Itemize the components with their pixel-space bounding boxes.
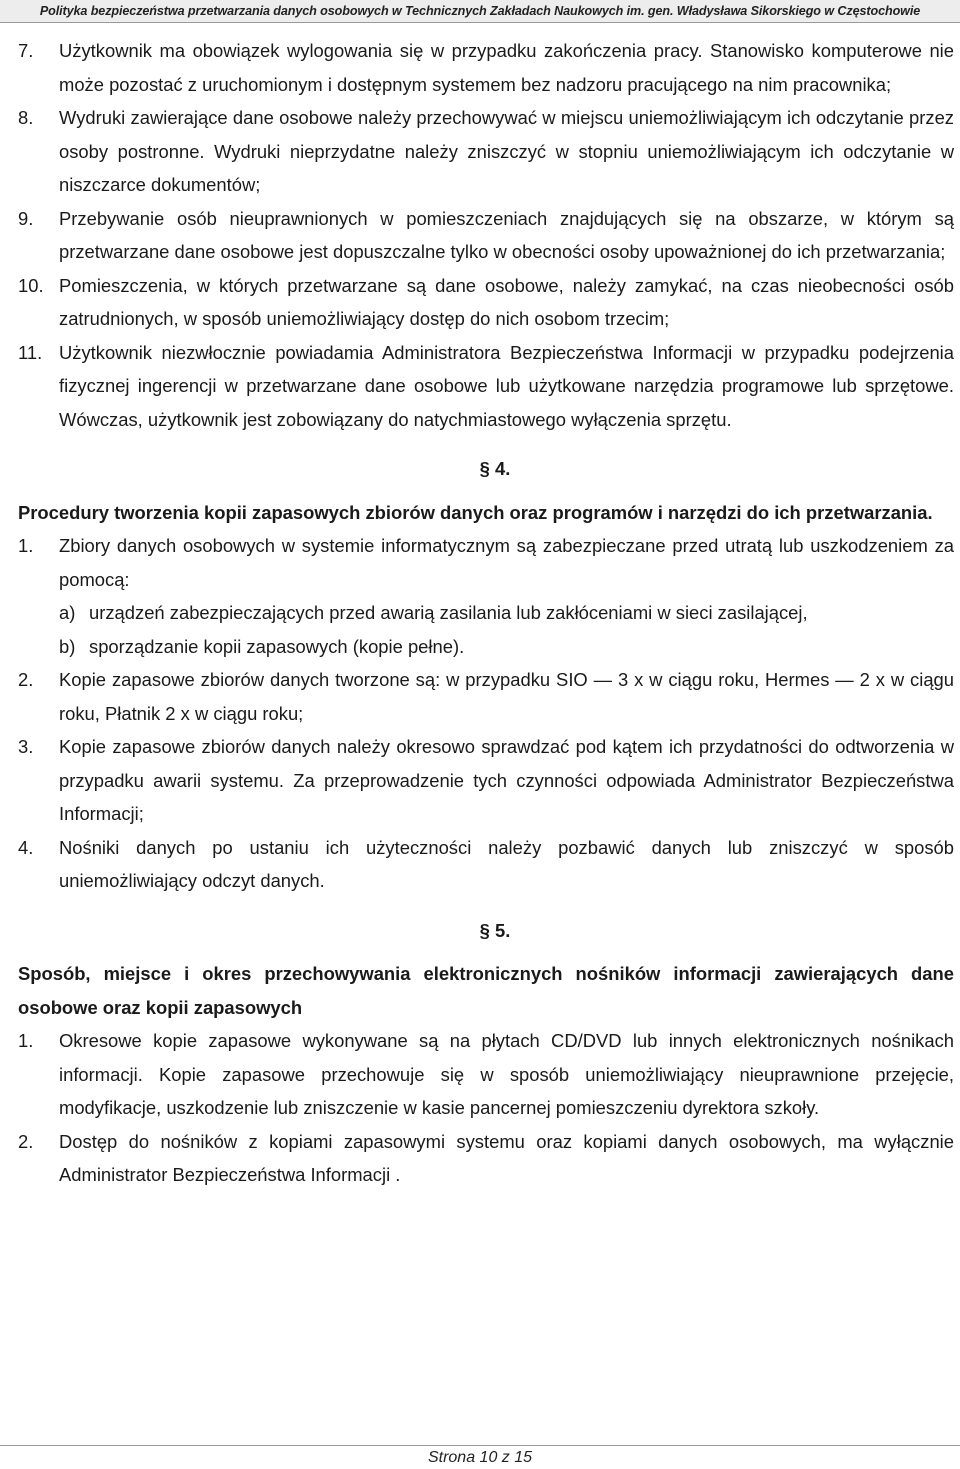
item-text: Nośniki danych po ustaniu ich użyteczności należy pozbawić danych lub zniszczyć w sposób uniemożliwiający odczyt danych. [59, 836, 954, 891]
item-number: 2. [18, 1130, 34, 1152]
list-item [18, 831, 954, 898]
sub-list-item [18, 630, 954, 664]
item-text: Dostęp do nośników z kopiami zapasowymi systemu oraz kopiami danych osobowych, ma wyłącznie Administrator Bezpieczeństwa Informacji . [59, 1130, 954, 1185]
list-item [18, 529, 954, 596]
section-number: § 4. [479, 458, 511, 479]
item-number: 3. [18, 736, 34, 757]
list-item [18, 1024, 954, 1125]
item-number: 7. [18, 40, 34, 61]
item-text: Zbiory danych osobowych w systemie informatycznym są zabezpieczane przed utratą lub uszkodzeniem za pomocą: [59, 535, 954, 590]
section-title: Sposób, miejsce i okres przechowywania elektronicznych nośników informacji zawierających dane osobowe oraz kopii zapasowych [18, 963, 954, 1018]
sub-item-text: urządzeń zabezpieczających przed awarią zasilania lub zakłóceniami w sieci zasilającej, [89, 602, 808, 623]
item-number: 11. [18, 341, 43, 363]
list-item [18, 202, 954, 269]
document-body [18, 34, 954, 1192]
item-text: Przebywanie osób nieuprawnionych w pomieszczeniach znajdujących się na obszarze, w którym są przetwarzane dane osobowe jest dopuszczalne tylko w obecności osoby upoważnionej do ich przetwarzania; [59, 207, 954, 262]
item-number: 1. [18, 535, 34, 556]
item-text: Kopie zapasowe zbiorów danych tworzone są: w przypadku SIO — 3 x w ciągu roku, Hermes — 2 x w ciągu roku, Płatnik 2 x w ciągu roku; [59, 669, 954, 724]
item-text: Kopie zapasowe zbiorów danych należy okresowo sprawdzać pod kątem ich przydatności do odtworzenia w przypadku awarii systemu. Za przeprowadzenie tych czynności odpowiada Administrator Bezpieczeństwa Informacji; [59, 736, 954, 824]
list-item [18, 34, 954, 101]
item-number: 10. [18, 274, 44, 296]
page-number: Strona 10 z 15 [427, 1449, 533, 1466]
item-number: 1. [18, 1030, 34, 1051]
header-title: Polityka bezpieczeństwa przetwarzania danych osobowych w Technicznych Zakładach Naukowych im. gen. Władysława Sikorskiego w Częstochowie [39, 4, 921, 18]
list-item [18, 663, 954, 730]
list-item [18, 730, 954, 831]
page-footer [0, 1447, 960, 1469]
footer-divider [0, 1445, 960, 1446]
sub-item-letter: a) [59, 602, 76, 623]
section-title: Procedury tworzenia kopii zapasowych zbiorów danych oraz programów i narzędzi do ich przetwarzania. [18, 501, 933, 523]
sub-list-item [18, 596, 954, 630]
item-number: 2. [18, 669, 34, 690]
list-item [18, 101, 954, 202]
item-text: Pomieszczenia, w których przetwarzane są dane osobowe, należy zamykać, na czas nieobecności osób zatrudnionych, w sposób uniemożliwiający dostęp do nich osobom trzecim; [59, 274, 954, 329]
list-item [18, 1125, 954, 1192]
sub-item-letter: b) [59, 635, 76, 657]
page-header [0, 0, 960, 23]
item-text: Użytkownik niezwłocznie powiadamia Administratora Bezpieczeństwa Informacji w przypadku podejrzenia fizycznej ingerencji w przetwarzane dane osobowe lub użytkowane narzędzia programowe lub sprzętowe. Wówczas, użytkownik jest zobowiązany do natychmiastowego wyłączenia sprzętu. [59, 341, 954, 430]
item-number: 4. [18, 836, 34, 858]
item-number: 9. [18, 207, 34, 229]
list-item [18, 336, 954, 437]
item-number: 8. [18, 107, 34, 128]
list-item [18, 269, 954, 336]
sub-item-text: sporządzanie kopii zapasowych (kopie pełne). [89, 635, 465, 657]
item-text: Okresowe kopie zapasowe wykonywane są na płytach CD/DVD lub innych elektronicznych nośnikach informacji. Kopie zapasowe przechowuje się w sposób uniemożliwiający nieuprawnione przejęcie, modyfikacje, uszkodzenie lub zniszczenie w kasie pancernej pomieszczeniu dyrektora szkoły. [59, 1030, 954, 1118]
item-text: Wydruki zawierające dane osobowe należy przechowywać w miejscu uniemożliwiającym ich odczytanie przez osoby postronne. Wydruki nieprzydatne należy zniszczyć w stopniu uniemożliwiającym ich odczytanie w niszczarce dokumentów; [59, 107, 954, 195]
section-number: § 5. [479, 919, 511, 941]
item-text: Użytkownik ma obowiązek wylogowania się w przypadku zakończenia pracy. Stanowisko komputerowe nie może pozostać z uruchomionym i dostępnym systemem bez nadzoru pracującego na nim pracownika; [59, 40, 954, 95]
